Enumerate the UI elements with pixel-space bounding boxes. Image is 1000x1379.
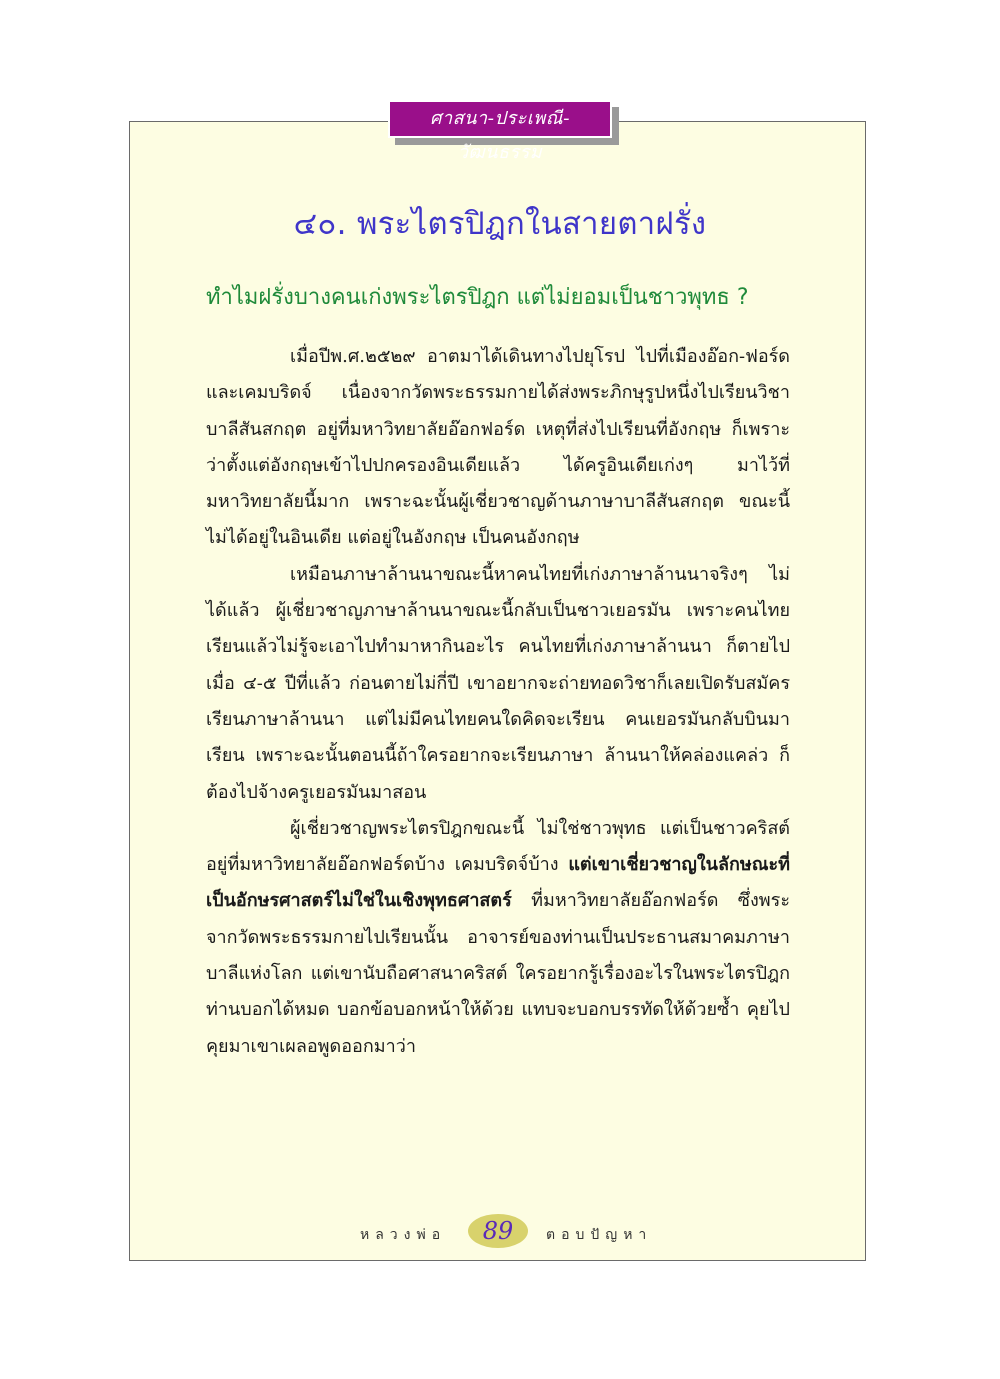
body-text	[206, 339, 790, 1065]
paragraph-3-emphasis: แต่เขาเชี่ยวชาญในลักษณะที่เป็นอักษรศาสตร์ไม่ใช่ในเชิงพุทธศาสตร์	[206, 854, 790, 912]
footer-left-text: หลวงพ่อ	[360, 1227, 447, 1243]
section-label: ศาสนา-ประเพณี-วัฒนธรรม	[430, 108, 570, 163]
footer-right-text: ตอบปัญหา	[546, 1227, 653, 1243]
chapter-title: ๔๐. พระไตรปิฎกในสายตาฝรั่ง	[293, 206, 707, 242]
paragraph-3-end: ที่มหาวิทยาลัยอ๊อกฟอร์ด ซึ่งพระจากวัดพระธรรมกายไปเรียนนั้น อาจารย์ของท่านเป็นประธานสมาคมภาษาบาลีแห่งโลก แต่เขานับถือศาสนาคริสต์ ใครอยากรู้เรื่องอะไรในพระไตรปิฎกท่านบอกได้หมด บอกข้อบอกหน้าให้ด้วย แทบจะบอกบรรทัดให้ด้วยซ้ำ คุยไปคุยมาเขาเผลอพูดออกมาว่า	[206, 890, 790, 1057]
paragraph-2: เหมือนภาษาล้านนาขณะนี้หาคนไทยที่เก่งภาษาล้านนาจริงๆ ไม่ได้แล้ว ผู้เชี่ยวชาญภาษาล้านนาขณะนี้กลับเป็นชาวเยอรมัน เพราะคนไทยเรียนแล้วไม่รู้จะเอาไปทำมาหากินอะไร คนไทยที่เก่งภาษาล้านนา ก็ตายไปเมื่อ ๔-๕ ปีที่แล้ว ก่อนตายไม่กี่ปี เขาอยากจะถ่ายทอดวิชาก็เลยเปิดรับสมัครเรียนภาษาล้านนา แต่ไม่มีคนไทยคนใดคิดจะเรียน คนเยอรมันกลับบินมาเรียน เพราะฉะนั้นตอนนี้ถ้าใครอยากจะเรียนภาษา ล้านนาให้คล่องแคล่ว ก็ต้องไปจ้างครูเยอรมันมาสอน	[206, 563, 790, 803]
chapter-question: ทำไมฝรั่งบางคนเก่งพระไตรปิฎก แต่ไม่ยอมเป็นชาวพุทธ ?	[206, 285, 749, 310]
paragraph-3	[206, 811, 790, 1065]
section-tab	[388, 100, 612, 163]
paragraph-3-start: ผู้เชี่ยวชาญพระไตรปิฎกขณะนี้ ไม่ใช่ชาวพุทธ แต่เป็นชาวคริสต์อยู่ที่มหาวิทยาลัยอ๊อกฟอร์ดบ้าง เคมบริดจ์บ้าง	[206, 817, 790, 876]
page-number: 89	[468, 1214, 528, 1248]
paragraph-1: เมื่อปีพ.ศ.๒๕๒๙ อาตมาได้เดินทางไปยุโรป ไปที่เมืองอ๊อก-ฟอร์ดและเคมบริดจ์ เนื่องจากวัดพระธรรมกายได้ส่งพระภิกษุรูปหนึ่งไปเรียนวิชาบาลีสันสกฤต อยู่ที่มหาวิทยาลัยอ๊อกฟอร์ด เหตุที่ส่งไปเรียนที่อังกฤษ ก็เพราะว่าตั้งแต่อังกฤษเข้าไปปกครองอินเดียแล้ว ได้ครูอินเดียเก่งๆ มาไว้ที่มหาวิทยาลัยนี้มาก เพราะฉะนั้นผู้เชี่ยวชาญด้านภาษาบาลีสันสกฤต ขณะนี้ไม่ได้อยู่ในอินเดีย แต่อยู่ในอังกฤษ เป็นคนอังกฤษ	[206, 346, 790, 549]
page-footer	[300, 1212, 700, 1252]
